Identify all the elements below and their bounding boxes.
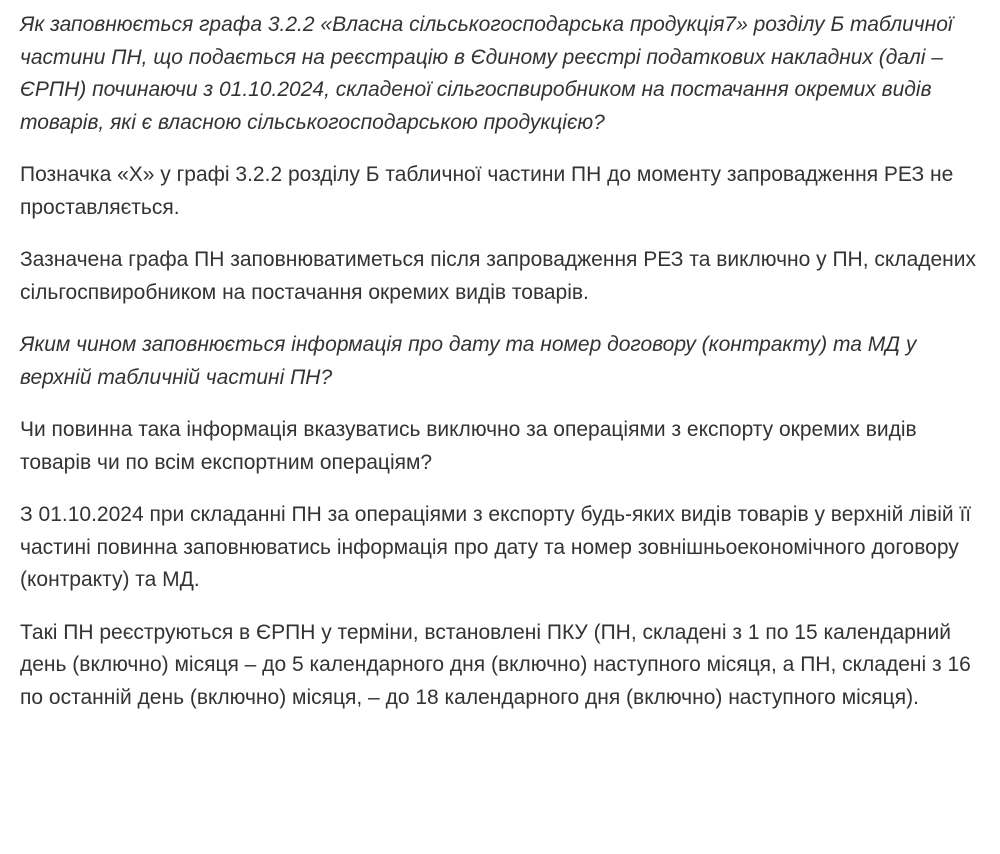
answer-paragraph: Такі ПН реєструються в ЄРПН у терміни, встановлені ПКУ (ПН, складені з 1 по 15 календарний день (включно) місяця – до 5 календарного дня (включно) наступного місяця, а ПН, складені з 16 по останній день (включно) місяця, – до 18 календарного дня (включно) наступного місяця). (20, 620, 971, 709)
answer-paragraph: Позначка «Х» у графі 3.2.2 розділу Б табличної частини ПН до моменту запровадження РЕЗ не проставляється. (20, 163, 954, 219)
answer-paragraph: Чи повинна така інформація вказуватись виключно за операціями з експорту окремих видів товарів чи по всім експортним операціям? (20, 418, 917, 474)
article-body (20, 9, 985, 734)
answer-paragraph: З 01.10.2024 при складанні ПН за операціями з експорту будь-яких видів товарів у верхній лівій її частині повинна заповнюватись інформація про дату та номер зовнішньоекономічного договору (контракту) та МД. (20, 503, 972, 591)
answer-paragraph: Зазначена графа ПН заповнюватиметься після запровадження РЕЗ та виключно у ПН, складених сільгоспвиробником на постачання окремих видів товарів. (20, 248, 977, 304)
question-paragraph: Яким чином заповнюється інформація про дату та номер договору (контракту) та МД у верхній табличній частині ПН? (20, 333, 917, 389)
question-paragraph: Як заповнюється графа 3.2.2 «Власна сільськогосподарська продукція7» розділу Б табличної частини ПН, що подається на реєстрацію в Єдиному реєстрі податкових накладних (далі – ЄРПН) починаючи з 01.10.2024, складеної сільгоспвиробником на постачання окремих видів товарів, які є власною сільськогосподарською продукцією? (20, 13, 953, 134)
